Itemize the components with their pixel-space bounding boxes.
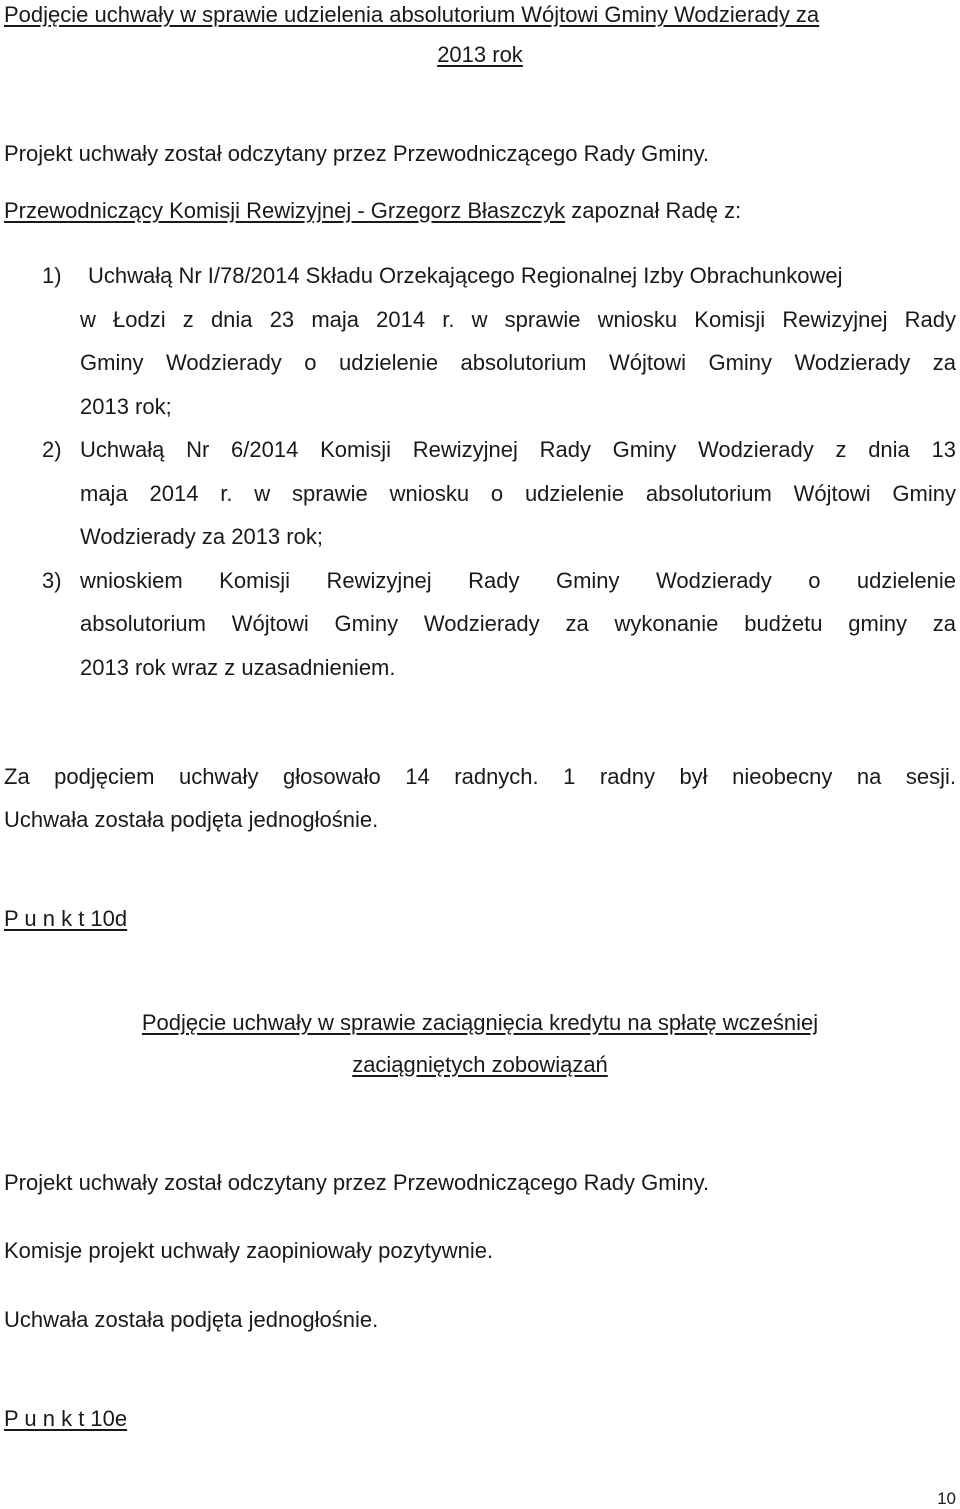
list-item-2-number: 2) [42, 437, 62, 462]
resolution-title-line-2: 2013 rok [437, 42, 523, 67]
paragraph-project-read: Projekt uchwały został odczytany przez Przewodniczącego Rady Gminy. [4, 141, 710, 166]
punkt-10d-paragraph-2: Komisje projekt uchwały zaopiniowały pozytywnie. [4, 1238, 494, 1263]
chairman-name: Przewodniczący Komisji Rewizyjnej - Grzegorz Błaszczyk [4, 198, 566, 223]
list-item-1-line-2: w Łodzi z dnia 23 maja 2014 r. w sprawie wniosku Komisji Rewizyjnej Rady [80, 307, 956, 332]
punkt-10d-paragraph-3: Uchwała została podjęta jednogłośnie. [4, 1307, 379, 1332]
chairman-intro-rest: zapoznał Radę z: [565, 198, 742, 223]
list-item-1-line-1: Uchwałą Nr I/78/2014 Składu Orzekającego Regionalnej Izby Obrachunkowej [88, 263, 843, 288]
punkt-10e-heading: P u n k t 10e [4, 1406, 128, 1431]
paragraph-chairman-intro [4, 200, 741, 222]
list-item-1-line-4: 2013 rok; [80, 394, 172, 419]
list-item-3-line-1: wnioskiem Komisji Rewizyjnej Rady Gminy Wodzierady o udzielenie [80, 568, 956, 593]
list-item-2-line-1: Uchwałą Nr 6/2014 Komisji Rewizyjnej Rady Gminy Wodzierady z dnia 13 [80, 437, 956, 462]
page-number: 10 [937, 1489, 956, 1508]
punkt-10d-title-line-2: zaciągniętych zobowiązań [352, 1052, 608, 1077]
vote-result-line-1: Za podjęciem uchwały głosowało 14 radnych. 1 radny był nieobecny na sesji. [4, 764, 956, 789]
list-item-3-number: 3) [42, 568, 62, 593]
list-item-3-line-2: absolutorium Wójtowi Gminy Wodzierady za wykonanie budżetu gminy za [80, 611, 956, 636]
vote-result-line-2: Uchwała została podjęta jednogłośnie. [4, 807, 379, 832]
punkt-10d-heading: P u n k t 10d [4, 906, 128, 931]
list-item-3-line-3: 2013 rok wraz z uzasadnieniem. [80, 655, 396, 680]
list-item-2-line-2: maja 2014 r. w sprawie wniosku o udzielenie absolutorium Wójtowi Gminy [80, 481, 956, 506]
list-item-1-line-3: Gminy Wodzierady o udzielenie absolutorium Wójtowi Gminy Wodzierady za [80, 350, 956, 375]
punkt-10d-title-line-1: Podjęcie uchwały w sprawie zaciągnięcia kredytu na spłatę wcześniej [141, 1010, 819, 1035]
punkt-10d-paragraph-1: Projekt uchwały został odczytany przez Przewodniczącego Rady Gminy. [4, 1170, 710, 1195]
resolution-title-line-1: Podjęcie uchwały w sprawie udzielenia absolutorium Wójtowi Gminy Wodzierady za [4, 2, 820, 27]
list-item-1-number: 1) [42, 263, 62, 288]
list-item-2-line-3: Wodzierady za 2013 rok; [80, 524, 323, 549]
